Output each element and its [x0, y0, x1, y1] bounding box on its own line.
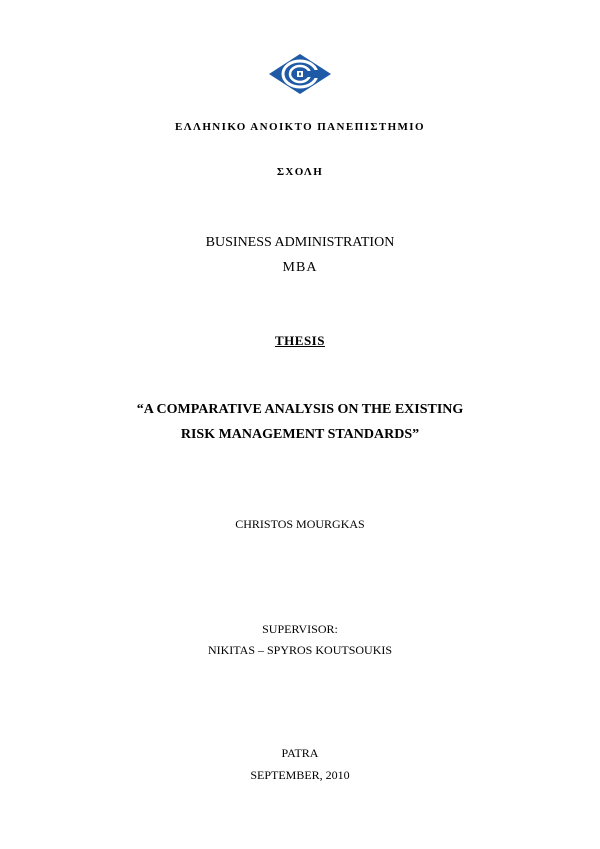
school-name: ΣΧΟΛΗ [276, 166, 324, 178]
department-name: BUSINESS ADMINISTRATION [205, 235, 395, 250]
supervisor-label: SUPERVISOR: [262, 622, 338, 636]
supervisor-name: NIKITAS – SPYROS KOUTSOUKIS [207, 643, 393, 657]
place: PATRA [281, 746, 319, 760]
thesis-title-line-2: RISK MANAGEMENT STANDARDS” [180, 427, 420, 442]
date: SEPTEMBER, 2010 [250, 768, 350, 782]
program-name: MBA [282, 260, 318, 275]
document-type-heading: THESIS [275, 333, 325, 348]
author-name: CHRISTOS MOURGKAS [235, 517, 365, 531]
thesis-title-line-1: “A COMPARATIVE ANALYSIS ON THE EXISTING [136, 402, 464, 417]
university-emblem-icon [268, 53, 332, 95]
university-name: ΕΛΛΗΝΙΚΟ ΑΝΟΙΚΤΟ ΠΑΝΕΠΙΣΤΗΜΙΟ [175, 121, 425, 133]
